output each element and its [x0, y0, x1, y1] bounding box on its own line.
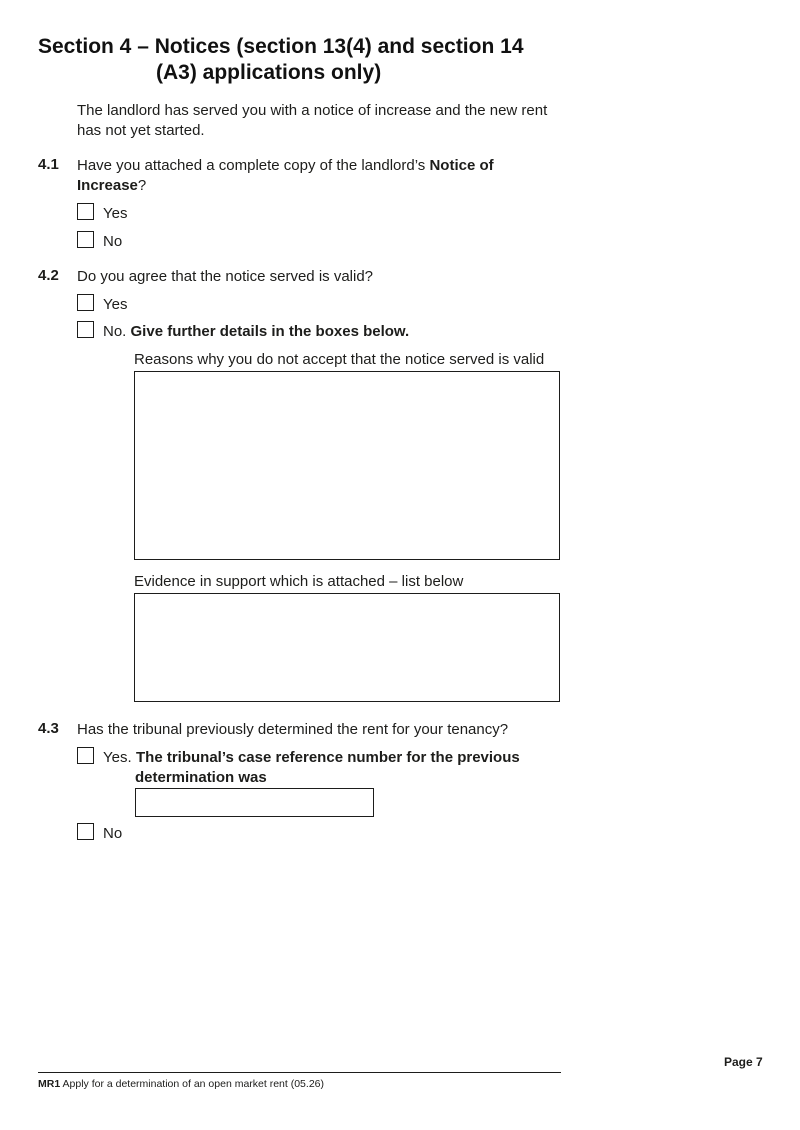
q43-yes-checkbox[interactable] — [77, 747, 94, 764]
q43-yes-prefix: Yes. — [103, 749, 132, 766]
q43-no-label: No — [103, 825, 123, 842]
q42-no-label: No. Give further details in the boxes below. — [103, 323, 410, 340]
section-heading — [38, 34, 524, 86]
section-intro: The landlord has served you with a notice of increase and the new rent has not yet started. — [77, 102, 548, 139]
form-title: Apply for a determination of an open market rent (05.26) — [60, 1078, 324, 1090]
q43-yes-detail-line2: determination was — [135, 769, 267, 786]
question-number-4-1: 4.1 — [38, 156, 59, 173]
footer-form-info — [38, 1078, 324, 1090]
footer-divider — [38, 1072, 561, 1073]
reasons-textarea[interactable] — [134, 371, 560, 560]
question-number-4-3: 4.3 — [38, 720, 59, 737]
section-title-line2: (A3) applications only) — [156, 61, 382, 84]
q41-no-checkbox[interactable] — [77, 231, 94, 248]
page-number: Page 7 — [724, 1055, 763, 1069]
q43-yes-detail-line1: The tribunal’s case reference number for the previous — [136, 749, 520, 766]
q43-no-checkbox[interactable] — [77, 823, 94, 840]
section-title-line1: Section 4 – Notices (section 13(4) and section 14 — [38, 35, 524, 58]
q41-no-label: No — [103, 233, 123, 250]
case-reference-input[interactable] — [135, 788, 374, 817]
question-4-3-text: Has the tribunal previously determined the rent for your tenancy? — [77, 721, 509, 738]
question-4-2-text: Do you agree that the notice served is valid? — [77, 268, 374, 285]
evidence-label: Evidence in support which is attached – list below — [134, 573, 464, 590]
reasons-label: Reasons why you do not accept that the notice served is valid — [134, 351, 545, 368]
q42-yes-label: Yes — [103, 296, 128, 313]
form-code: MR1 — [38, 1078, 61, 1090]
evidence-textarea[interactable] — [134, 593, 560, 702]
q42-yes-checkbox[interactable] — [77, 294, 94, 311]
question-4-1-text: Have you attached a complete copy of the landlord’s Notice of Increase? — [77, 157, 494, 194]
q41-yes-checkbox[interactable] — [77, 203, 94, 220]
q41-yes-label: Yes — [103, 205, 128, 222]
q42-no-checkbox[interactable] — [77, 321, 94, 338]
question-number-4-2: 4.2 — [38, 267, 59, 284]
